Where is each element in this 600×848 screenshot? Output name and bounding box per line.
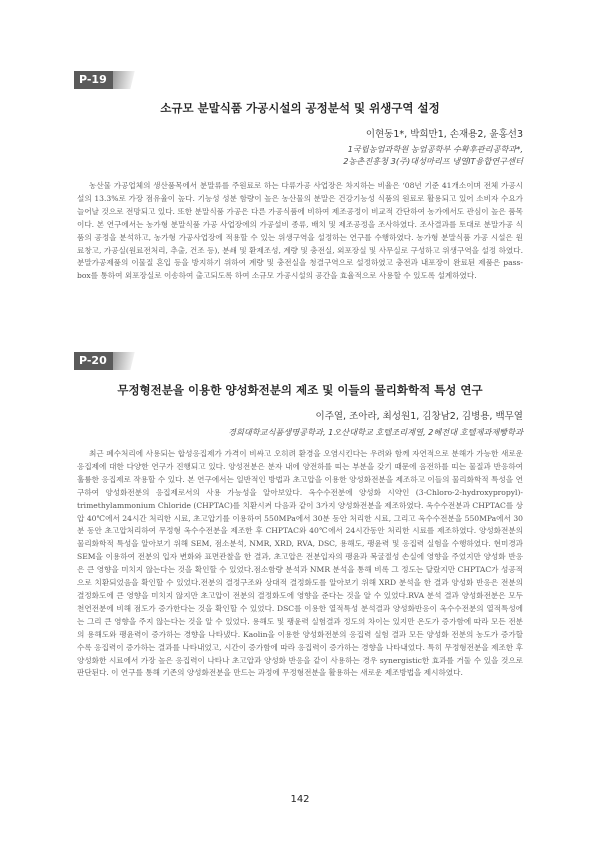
page-number: 142 <box>290 794 310 805</box>
abstract-affiliation <box>343 143 523 167</box>
abstract-tag <box>74 71 135 89</box>
affiliation-line: 2농촌진흥청 3(주)대성마리프 냉열IT융합연구센터 <box>343 156 523 166</box>
abstract-affiliation: 경희대학교식품생명공학과, 1오산대학교 호텔조리계열, 2혜전대 호텔제과제빵학과 <box>228 427 523 437</box>
affiliation-line: 1국립농업과학원 농업공학부 수확후관리공학과*, <box>347 144 523 154</box>
abstract-body <box>77 448 523 680</box>
abstract-tag-label: P-20 <box>74 352 113 370</box>
abstract-paragraph: 농산물 가공업체의 생산품목에서 분말류를 주원료로 하는 다류가공 사업장은 차지하는 비율은 ‘08년 기준 41개소이며 전체 가공시설의 13.3%로 가장 점유율이 높다. 기능성 성분 함량이 높은 농산물의 분말은 건강기능성 식품의 원료로 활용되고 있어 소비자 수요가 늘어날 것으로 전망되고 있다. 또한 분말식품 가공은 다른 가공식품에 비하여 제조공정이 비교적 간단하여 농가에서도 관심이 높은 품목이다. 본 연구에서는 농가형 분말식품 가공 사업장에의 가공설비 종류, 배치 및 제조공정을 조사하였다. 조사결과를 토대로 분말가공 식품의 공정을 분석하고, 농가형 가공사업장에 적용할 수 있는 위생구역을 설정하는 연구를 수행하였다. 농가형 분말식품 가공 시설은 원료창고, 가공실(원료전처리, 추출, 건조 등), 분쇄 및 환제조성, 계량 및 충전실, 외포장실 및 사무실로 구성하고 위생구역을 설정 하였다. 분말가공제품의 이물질 혼입 등을 방지하기 위하여 계량 및 충전실을 청결구역으로 설정하였고 충전과 내포장이 완료된 제품은 pass-box를 통하여 외포장실로 이송하여 출고되도록 하여 소규모 가공시설의 공간을 효율적으로 사용할 수 있도록 설계하였다. <box>77 181 523 281</box>
abstract-tag-label: P-19 <box>74 71 113 89</box>
tag-decoration <box>113 71 135 89</box>
abstract-title: 소규모 분말식품 가공시설의 공정분석 및 위생구역 설정 <box>160 101 440 115</box>
abstract-authors: 이현동1*, 박희만1, 손재용2, 윤홍선3 <box>365 129 523 140</box>
tag-decoration <box>113 352 135 370</box>
abstract-tag <box>74 352 135 370</box>
abstract-paragraph: 최근 폐수처리에 사용되는 합성응집제가 가격이 비싸고 오히려 환경을 오염시킨다는 우려와 함께 자연적으로 분해가 가능한 새로운 응집제에 대한 다양한 연구가 진행되고 있다. 양성전분은 분자 내에 양전하를 띠는 부분을 갖기 때문에 음전하를 띠는 물질과 반응하여 훌륭한 응집제로 작용할 수 있다. 본 연구에서는 일반적인 방법과 초고압을 이용한 양성화전분을 제조하고 이들의 물리화학적 특성을 연구하여 양성화전분의 응집제로서의 사용 가능성을 알아보았다. 옥수수전분에 양성화 시약인 (3-Chloro-2-hydroxypropyl)-trimethylammonium Chloride (CHPTAC)를 치환시켜 다음과 같이 3가지 양성화전분을 제조하였다. 옥수수전분과 CHPTAC를 상압 40℃에서 24시간 처리한 시료, 초고압기를 이용하여 550MPa에서 30분 동안 처리한 시료, 그리고 옥수수전분을 550MPa에서 30분 동안 초고압처리하여 무정형 옥수수전분을 제조한 후 CHPTAC와 40℃에서 24시간동안 처리한 시료를 제조하였다. 양성화전분의 물리화학적 특성을 알아보기 위해 SEM, 점소분석, NMR, XRD, RVA, DSC, 용해도, 팽윤력 및 응집력 실험을 수행하였다. 현미경과 SEM을 이용하여 전분의 입자 변화와 표면관찰을 한 결과, 초고압은 전분입자의 팽윤과 복굴절성 손실에 영향을 주었지만 양성화 반응은 큰 영향을 미치지 않는다는 것을 확인할 수 있었다.점소함량 분석과 NMR 분석을 통해 비록 그 정도는 달랐지만 CHPTAC가 성공적으로 치환되었음을 확인할 수 있었다.전분의 결정구조와 상대적 결정화도를 알아보기 위해 XRD 분석을 한 결과 양성화 반응은 전분의 결정화도에 큰 영향을 미치지 않지만 초고압이 전분의 결정화도에 영향을 준다는 것을 알 수 있었다.RVA 분석 결과 양성화전분은 모두 천연전분에 비해 점도가 증가한다는 것을 확인할 수 있었다. DSC를 이용한 열적특성 분석결과 양성화반응이 옥수수전분의 열적특성에는 그리 큰 영향을 주지 않는다는 것을 알 수 있었다. 용해도 및 팽윤력 실험결과 정도의 차이는 있지만 온도가 증가함에 따라 모든 전분의 용해도와 팽윤력이 증가하는 경향을 나타냈다. Kaolin을 이용한 양성화전분의 응집력 실험 결과 모든 양성화 전분의 농도가 증가할수록 응집력이 증가하는 결과를 나타내었고, 시간이 증가함에 따라 응집력이 증가하는 경향을 나타내었다. 특히 무정형전분을 제조한 후 양성화한 시료에서 가장 높은 응집력이 나타나 초고압과 양성화 반응을 같이 사용하는 경우 synergistic한 효과를 거둘 수 있을 것으로 판단된다. 이 연구를 통해 기존의 양성화전분을 만드는 과정에 무정형전분을 활용하는 새로운 제조방법을 제시하였다. <box>77 449 523 678</box>
abstract-body <box>77 180 523 283</box>
abstract-title: 무정형전분을 이용한 양성화전분의 제조 및 이들의 물리화학적 특성 연구 <box>117 383 483 397</box>
abstract-authors: 이주열, 조아라, 최성원1, 김창남2, 김병용, 백무열 <box>315 411 523 422</box>
